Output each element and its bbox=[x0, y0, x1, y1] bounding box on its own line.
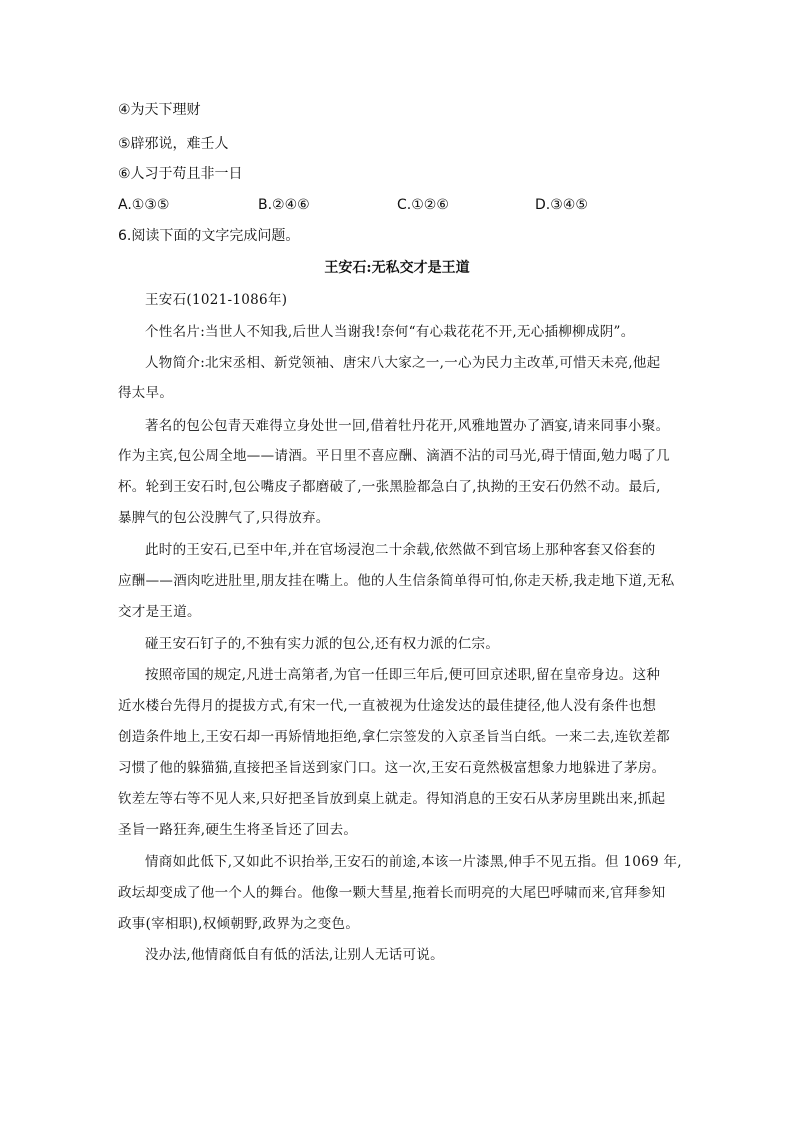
option-item-5: ⑤辟邪说，难壬人 bbox=[118, 136, 229, 152]
article-line: 作为主宾,包公周全地——请酒。平日里不喜应酬、滴酒不沾的司马光,碍于情面,勉力喝了几 bbox=[118, 448, 670, 464]
article-line: 此时的王安石,已至中年,并在官场浸泡二十余载,依然做不到官场上那种客套又俗套的 bbox=[145, 542, 656, 558]
choice-d: D.③④⑤ bbox=[535, 197, 588, 213]
article-title: 王安石:无私交才是王道 bbox=[324, 260, 470, 276]
article-line: 习惯了他的躲猫猫,直接把圣旨送到家门口。这一次,王安石竟然极富想象力地躲进了茅房。 bbox=[118, 760, 666, 776]
article-line: 圣旨一路狂奔,硬生生将圣旨还了回去。 bbox=[118, 822, 358, 838]
option-item-6: ⑥人习于苟且非一日 bbox=[118, 166, 243, 182]
article-line: 碰王安石钉子的,不独有实力派的包公,还有权力派的仁宗。 bbox=[145, 636, 500, 652]
article-line: 应酬——酒肉吃进肚里,朋友挂在嘴上。他的人生信条简单得可怕,你走天桥,我走地下道,无私 bbox=[118, 573, 675, 589]
article-line: 著名的包公包青天难得立身处世一回,借着牡丹花开,风雅地置办了酒宴,请来同事小聚。 bbox=[145, 418, 670, 434]
article-line: 情商如此低下,又如此不识抬举,王安石的前途,本该一片漆黑,伸手不见五指。但 1069 年, bbox=[145, 854, 682, 870]
article-line: 按照帝国的规定,凡进士高第者,为官一任即三年后,便可回京述职,留在皇帝身边。这种 bbox=[145, 667, 661, 683]
article-line: 钦差左等右等不见人来,只好把圣旨放到桌上就走。得知消息的王安石从茅房里跳出来,抓起 bbox=[118, 791, 666, 807]
article-line: 杯。轮到王安石时,包公嘴皮子都磨破了,一张黑脸都急白了,执拗的王安石仍然不动。最后, bbox=[118, 479, 661, 495]
article-line: 创造条件地上,王安石却一再矫情地拒绝,拿仁宗签发的入京圣旨当白纸。一来二去,连钦差都 bbox=[118, 729, 670, 745]
choice-c: C.①②⑥ bbox=[397, 197, 449, 213]
article-line: 政事(宰相职),权倾朝野,政界为之变色。 bbox=[118, 916, 360, 932]
option-item-4: ④为天下理财 bbox=[118, 102, 201, 118]
article-line: 近水楼台先得月的提拔方式,有宋一代,一直被视为仕途发达的最佳捷径,他人没有条件也想 bbox=[118, 698, 657, 714]
article-line: 得太早。 bbox=[118, 385, 174, 401]
article-line: 政坛却变成了他一个人的舞台。他像一颗大彗星,拖着长而明亮的大尾巴呼啸而来,官拜参知 bbox=[118, 885, 666, 901]
article-line: 个性名片:当世人不知我,后世人当谢我!奈何“有心栽花花不开,无心插柳柳成阴”。 bbox=[145, 324, 635, 340]
article-line: 没办法,他情商低自有低的活法,让别人无话可说。 bbox=[145, 947, 444, 963]
question-6-prompt: 6.阅读下面的文字完成问题。 bbox=[118, 228, 300, 244]
article-line: 人物简介:北宋丞相、新党领袖、唐宋八大家之一,一心为民力主改革,可惜天未亮,他起 bbox=[145, 355, 661, 371]
article-line: 交才是王道。 bbox=[118, 604, 201, 620]
choice-b: B.②④⑥ bbox=[258, 197, 310, 213]
article-line: 暴脾气的包公没脾气了,只得放弃。 bbox=[118, 510, 330, 526]
article-line: 王安石(1021-1086年) bbox=[145, 292, 288, 308]
choice-a: A.①③⑤ bbox=[118, 197, 170, 213]
